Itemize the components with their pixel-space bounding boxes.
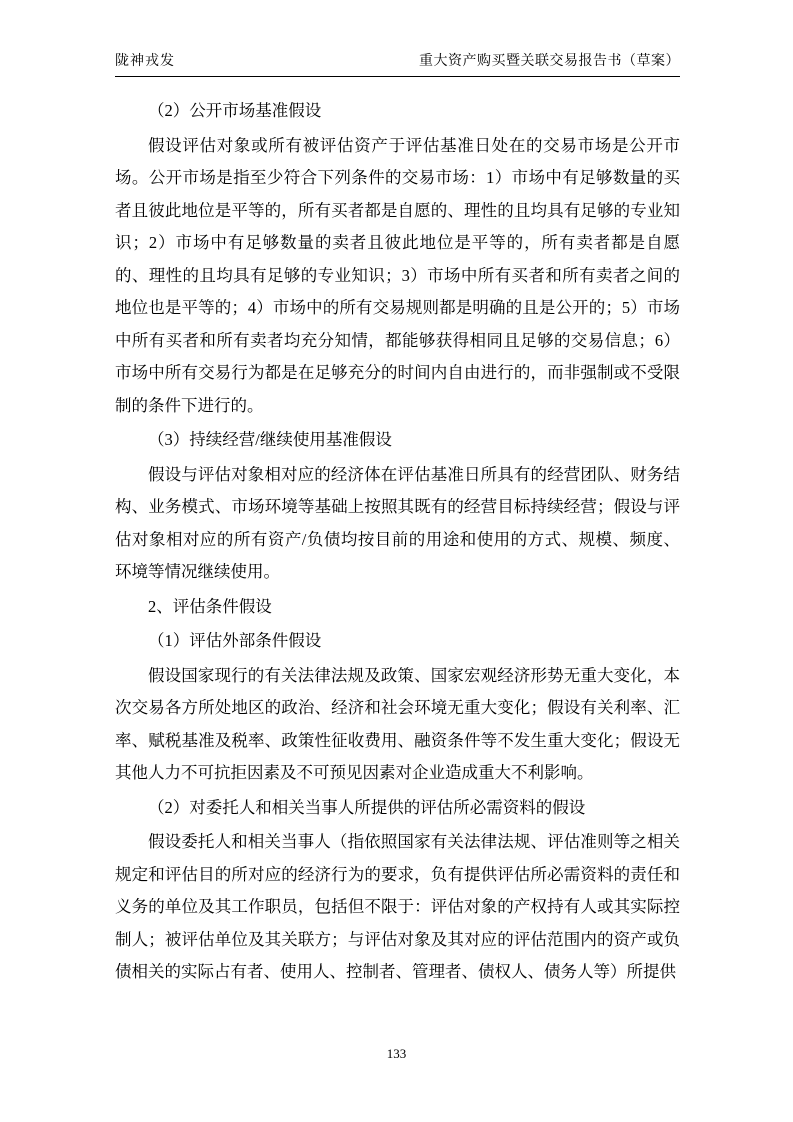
section-heading-open-market: （2）公开市场基准假设 [148, 101, 322, 120]
paragraph-open-market-definition: 假设评估对象或所有被评估资产于评估基准日处在的交易市场是公开市场。公开市场是指至少符合下列条件的交易市场：1）市场中有足够数量的买者且彼此地位是平等的，所有买者都是自愿的、理性的且均具有足够的专业知识；2）市场中有足够数量的卖者且彼此地位是平等的，所有卖者都是自愿的、理性的且均具有足够的专业知识；3）市场中所有买者和所有卖者之间的地位也是平等的；4）市场中的所有交易规则都是明确的且是公开的；5）市场中所有买者和所有卖者均充分知情，都能够获得相同且足够的交易信息；6）市场中所有交易行为都是在足够充分的时间内自由进行的，而非强制或不受限制的条件下进行的。 [115, 135, 680, 415]
section-heading-going-concern: （3）持续经营/继续使用基准假设 [148, 430, 392, 449]
paragraph-external-conditions: 假设国家现行的有关法律法规及政策、国家宏观经济形势无重大变化，本次交易各方所处地区的政治、经济和社会环境无重大变化；假设有关利率、汇率、赋税基准及税率、政策性征收费用、融资条件等不发生重大变化；假设无其他人力不可抗拒因素及不可预见因素对企业造成重大不利影响。 [115, 665, 680, 782]
header-company-name: 陇神戎发 [115, 54, 175, 69]
page-number: 133 [386, 1046, 407, 1061]
header-report-title: 重大资产购买暨关联交易报告书（草案） [419, 54, 680, 69]
section-heading-client-materials: （2）对委托人和相关当事人所提供的评估所必需资料的假设 [148, 797, 586, 817]
page-header [115, 52, 680, 77]
paragraph-client-materials: 假设委托人和相关当事人（指依照国家有关法律法规、评估准则等之相关规定和评估目的所对应的经济行为的要求，负有提供评估所必需资料的责任和义务的单位及其工作职员，包括但不限于：评估对象的产权持有人或其实际控制人；被评估单位及其关联方；与评估对象及其对应的评估范围内的资产或负债相关的实际占有者、使用人、控制者、管理者、债权人、债务人等）所提供 [115, 832, 680, 981]
page-footer [0, 1046, 793, 1062]
document-body [115, 95, 680, 989]
section-heading-external-conditions: （1）评估外部条件假设 [148, 631, 322, 650]
section-heading-valuation-condition-assumptions: 2、评估条件假设 [148, 596, 272, 616]
paragraph-going-concern: 假设与评估对象相对应的经济体在评估基准日所具有的经营团队、财务结构、业务模式、市场环境等基础上按照其既有的经营目标持续经营；假设与评估对象相对应的所有资产/负债均按目前的用途和使用的方式、规模、频度、环境等情况继续使用。 [115, 464, 680, 581]
